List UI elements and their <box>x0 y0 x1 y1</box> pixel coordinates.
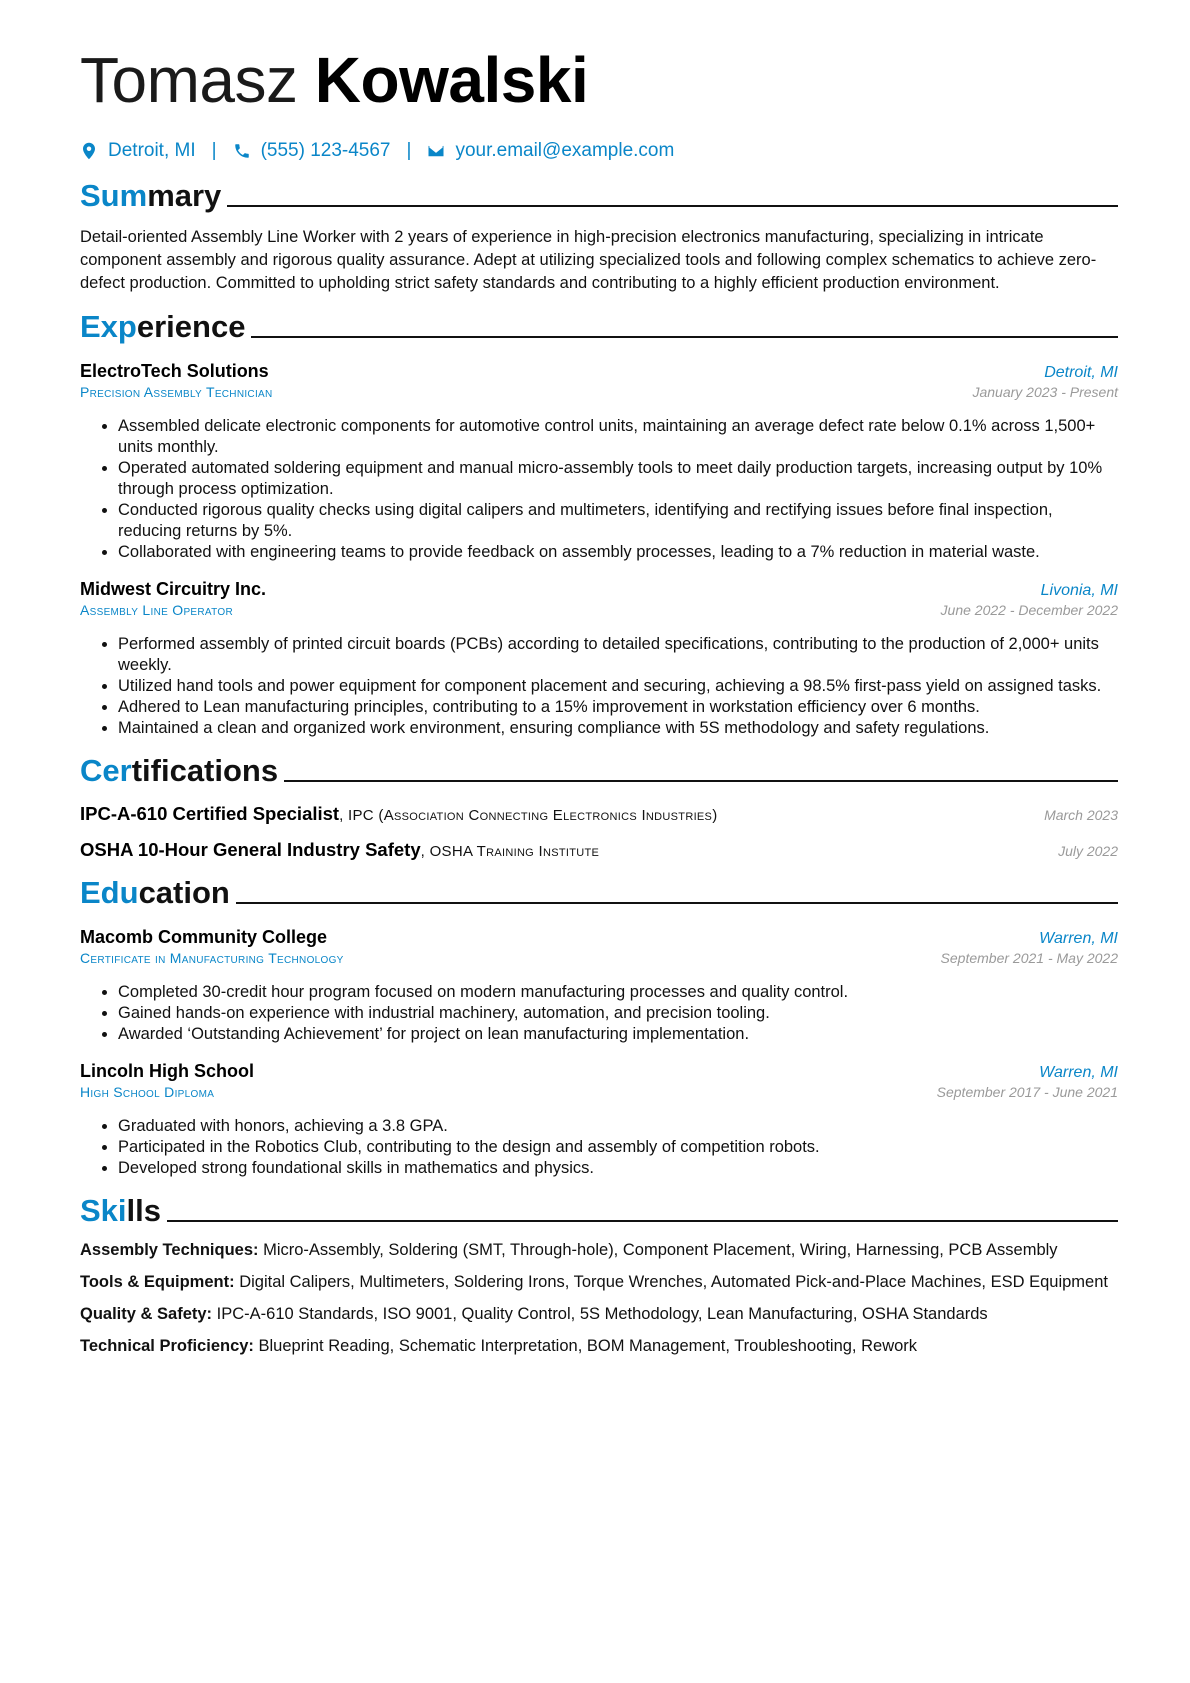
list-item: • Collaborated with engineering teams to provide feedback on assembly processes, leading to a 7% reduction in material waste. <box>118 542 1118 563</box>
skill-values: IPC-A-610 Standards, ISO 9001, Quality Control, 5S Methodology, Lean Manufacturing, OSHA Standards <box>216 1305 988 1323</box>
list-item: • Conducted rigorous quality checks using digital calipers and multimeters, identifying and rectifying issues before final inspection, reducing returns by 5%. <box>118 500 1118 542</box>
list-item: • Developed strong foundational skills in mathematics and physics. <box>118 1158 1118 1179</box>
degree-title: High School Diploma <box>80 1084 215 1100</box>
certification-date: July 2022 <box>1058 843 1118 859</box>
school-name: Macomb Community College <box>80 927 328 947</box>
job-bullets <box>80 634 1118 739</box>
skill-group <box>80 1335 1118 1357</box>
certification-name: OSHA 10-Hour General Industry Safety <box>80 839 421 860</box>
contact-separator: | <box>406 140 412 161</box>
experience-heading: Experience <box>80 305 1118 345</box>
list-item: • Performed assembly of printed circuit boards (PCBs) according to detailed specifications, contributing to the production of 2,000+ units weekly. <box>118 634 1118 676</box>
skill-label: Tools & Equipment: <box>80 1273 235 1291</box>
skill-label: Assembly Techniques: <box>80 1241 259 1259</box>
section-divider <box>227 205 1118 207</box>
list-item: • Maintained a clean and organized work environment, ensuring compliance with 5S methodology and safety regulations. <box>118 718 1118 739</box>
certification-item: OSHA 10-Hour General Industry Safety, OSHA Training Institute July 2022 <box>80 839 1118 860</box>
experience-entry <box>80 579 1118 739</box>
job-title: Assembly Line Operator <box>80 602 233 618</box>
school-dates: September 2017 - June 2021 <box>936 1084 1118 1100</box>
envelope-icon <box>427 142 445 160</box>
certification-issuer: OSHA Training Institute <box>429 843 600 860</box>
last-name: Kowalski <box>314 44 589 116</box>
list-item: • Operated automated soldering equipment and manual micro-assembly tools to meet daily production targets, increasing output by 10% through process optimization. <box>118 458 1118 500</box>
phone-text: (555) 123-4567 <box>260 140 391 161</box>
list-item: • Utilized hand tools and power equipment for component placement and securing, achieving a 98.5% first-pass yield on assigned tasks. <box>118 676 1118 697</box>
contact-email[interactable] <box>427 140 674 162</box>
school-bullets <box>80 982 1118 1045</box>
section-divider <box>236 902 1118 904</box>
school-location: Warren, MI <box>1039 1064 1118 1081</box>
skill-label: Technical Proficiency: <box>80 1337 254 1355</box>
degree-title: Certificate in Manufacturing Technology <box>80 950 344 966</box>
certification-name: IPC-A-610 Certified Specialist <box>80 803 340 824</box>
skill-group <box>80 1271 1118 1293</box>
map-pin-icon <box>80 142 98 160</box>
email-text: your.email@example.com <box>455 140 675 161</box>
skill-values: Blueprint Reading, Schematic Interpretation, BOM Management, Troubleshooting, Rework <box>258 1337 918 1355</box>
summary-heading: Summary <box>80 174 1118 214</box>
job-title: Precision Assembly Technician <box>80 384 273 400</box>
section-divider <box>251 336 1118 338</box>
education-entry <box>80 927 1118 1045</box>
school-location: Warren, MI <box>1039 930 1118 947</box>
location-text: Detroit, MI <box>108 140 196 161</box>
contact-location <box>80 140 196 162</box>
skill-label: Quality & Safety: <box>80 1305 213 1323</box>
list-item: • Participated in the Robotics Club, contributing to the design and assembly of competition robots. <box>118 1137 1118 1158</box>
contact-bar <box>80 138 1118 164</box>
contact-separator: | <box>211 140 217 161</box>
job-location: Detroit, MI <box>1044 364 1118 381</box>
phone-icon <box>233 142 251 160</box>
certification-issuer: IPC (Association Connecting Electronics Industries) <box>348 807 718 824</box>
list-item: • Adhered to Lean manufacturing principles, contributing to a 15% improvement in workstation efficiency over 6 months. <box>118 697 1118 718</box>
experience-entry <box>80 361 1118 563</box>
job-location: Livonia, MI <box>1040 582 1118 599</box>
skill-group <box>80 1239 1118 1261</box>
list-item: • Graduated with honors, achieving a 3.8 GPA. <box>118 1116 1118 1137</box>
summary-text: Detail-oriented Assembly Line Worker with 2 years of experience in high-precision electronics manufacturing, specializing in intricate component assembly and rigorous quality assurance. Adept at utilizing specialized tools and following complex schematics to achieve zero-defect production. Committed to upholding strict safety standards and contributing to a highly efficient production environment. <box>80 228 1097 292</box>
job-dates: June 2022 - December 2022 <box>940 602 1118 618</box>
school-name: Lincoln High School <box>80 1061 254 1081</box>
skill-values: Micro-Assembly, Soldering (SMT, Through-hole), Component Placement, Wiring, Harnessing, PCB Assembly <box>263 1241 1058 1259</box>
list-item: • Gained hands-on experience with industrial machinery, automation, and precision tooling. <box>118 1003 1118 1024</box>
company-name: Midwest Circuitry Inc. <box>80 579 267 599</box>
certifications-heading: Certifications <box>80 749 1118 789</box>
job-dates: January 2023 - Present <box>972 384 1118 400</box>
company-name: ElectroTech Solutions <box>80 361 269 381</box>
education-entry <box>80 1061 1118 1179</box>
contact-phone[interactable] <box>233 140 391 162</box>
skills-heading: Skills <box>80 1189 1118 1229</box>
list-item: • Assembled delicate electronic components for automotive control units, maintaining an average defect rate below 0.1% across 1,500+ units monthly. <box>118 416 1118 458</box>
first-name: Tomasz <box>80 44 298 116</box>
list-item: • Completed 30-credit hour program focused on modern manufacturing processes and quality control. <box>118 982 1118 1003</box>
education-heading: Education <box>80 871 1118 911</box>
list-item: • Awarded ‘Outstanding Achievement’ for project on lean manufacturing implementation. <box>118 1024 1118 1045</box>
school-bullets <box>80 1116 1118 1179</box>
skill-group <box>80 1303 1118 1325</box>
certification-date: March 2023 <box>1044 807 1118 823</box>
school-dates: September 2021 - May 2022 <box>940 950 1118 966</box>
job-bullets <box>80 416 1118 563</box>
section-divider <box>167 1220 1118 1222</box>
candidate-name <box>80 40 1118 120</box>
section-divider <box>284 780 1118 782</box>
skill-values: Digital Calipers, Multimeters, Soldering Irons, Torque Wrenches, Automated Pick-and-Place Machines, ESD Equipment <box>239 1273 1108 1291</box>
certification-item: IPC-A-610 Certified Specialist, IPC (Association Connecting Electronics Industries) March 2023 <box>80 803 1118 824</box>
